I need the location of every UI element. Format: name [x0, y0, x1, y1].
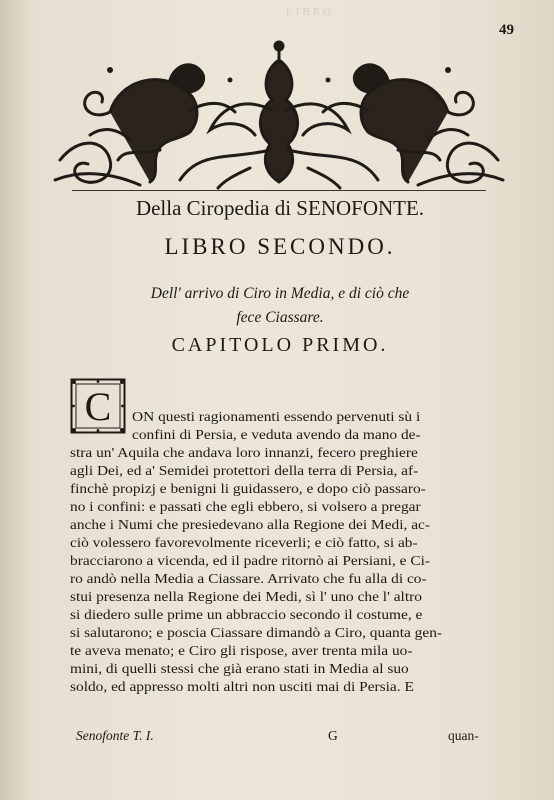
- bleed-through-text: LIBRO: [286, 6, 334, 18]
- body-line: anche i Numi che presiedevano alla Regione dei Medi, ac-: [70, 517, 431, 532]
- body-line: agli Dei, ed a' Semidei protettori della terra di Persia, af-: [70, 463, 419, 478]
- catchword: quan-: [448, 728, 479, 743]
- signature-mark: Senofonte T. I.: [76, 728, 154, 743]
- lions-ornament-headpiece: [50, 40, 508, 190]
- initial-frame-icon: [70, 378, 126, 434]
- body-line: te aveva menato; e Ciro gli rispose, aver trenta mila uo-: [70, 643, 413, 658]
- body-line: stra un' Aquila che andava loro innanzi, fecero preghiere: [70, 445, 418, 460]
- body-line: confini di Persia, e veduta avendo da mano de-: [132, 427, 421, 442]
- body-line: finchè propizj e benigni li guidassero, e dopo ciò passaro-: [70, 481, 426, 496]
- book-title: LIBRO SECONDO.: [164, 234, 396, 259]
- body-line: ciò volessero favorevolmente riceverli; e ciò fatto, si ab-: [70, 535, 418, 550]
- body-line: soldo, ed appresso molti altri non usciti mai di Persia. E: [70, 679, 414, 694]
- body-line: ro andò nella Media a Ciassare. Arrivato che fu alla di co-: [70, 571, 427, 586]
- header-rule: [72, 190, 486, 191]
- page-number: 49: [499, 22, 514, 38]
- body-line: no i confini: e passati che egli ebbero, si volsero a pregar: [70, 499, 421, 514]
- decorated-initial: [70, 378, 126, 434]
- initial-letter: C: [84, 384, 112, 429]
- body-line: mini, di quelli stessi che già erano stati in Media al suo: [70, 661, 409, 676]
- body-line: si diedero sulle prime un abbraccio secondo il costume, e: [70, 607, 423, 622]
- chapter-subtitle: [60, 282, 500, 330]
- work-title: Della Ciropedia di SENOFONTE.: [135, 196, 425, 220]
- subtitle-line: Dell' arrivo di Ciro in Media, e di ciò che: [150, 285, 410, 302]
- body-line: bracciarono a vicenda, ed il padre ritornò ai Persiani, e Ci-: [70, 553, 431, 568]
- gathering-letter: G: [328, 728, 338, 743]
- body-line: si salutarono; e poscia Ciassare dimandò a Ciro, quanta gen-: [70, 625, 443, 640]
- body-line: stui presenza nella Regione dei Medi, sì l' uno che l' altro: [70, 589, 422, 604]
- chapter-title: CAPITOLO PRIMO.: [171, 334, 389, 356]
- subtitle-line: fece Ciassare.: [236, 309, 324, 326]
- body-line: ON questi ragionamenti essendo pervenuti sù i: [132, 409, 421, 424]
